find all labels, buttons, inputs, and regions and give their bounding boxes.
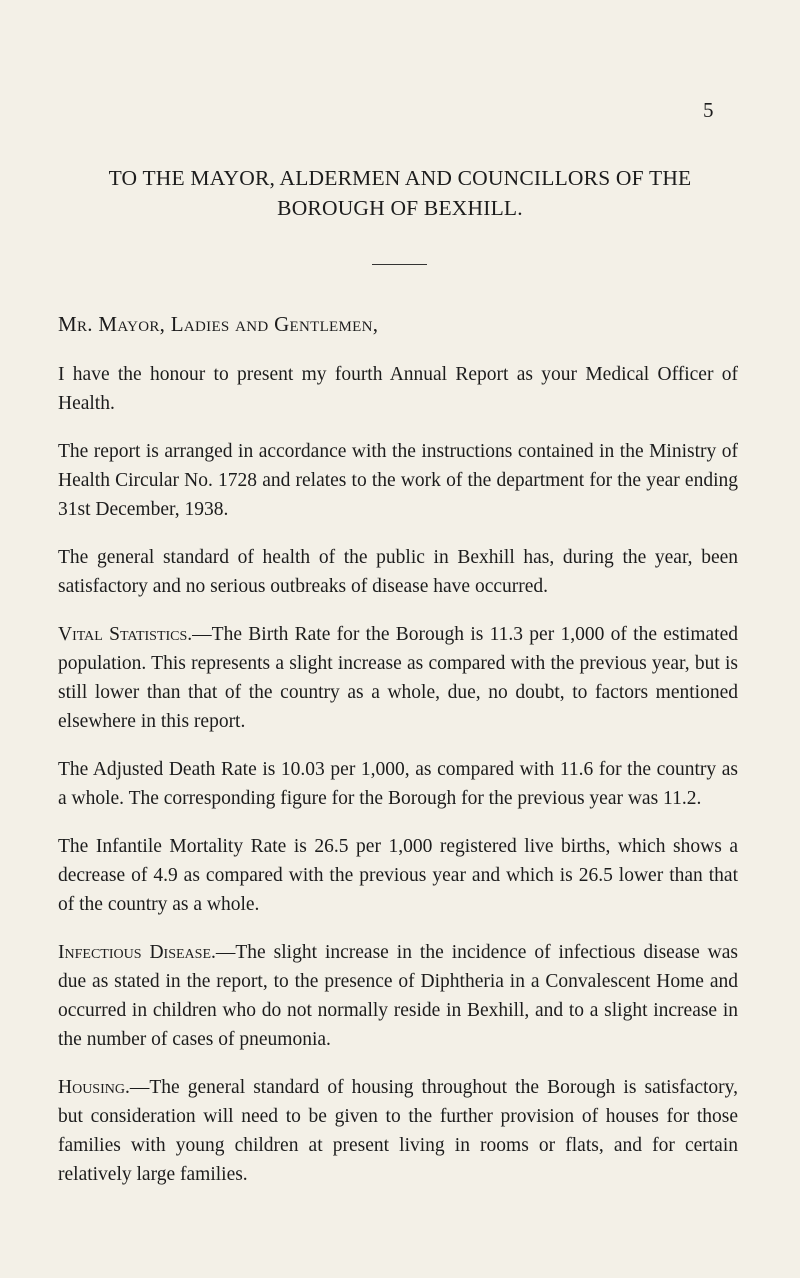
paragraph-infectious-disease-text: —The slight increase in the incidence of infectious disease was due as stated in the report, to the presence of Diphtheria in a Convalescent Home and occurred in children who do not normally reside in Bexhill, and to a slight increase in the number of cases of pneumonia.: [58, 942, 739, 1050]
page-number: 5: [703, 98, 714, 122]
paragraph-death-rate-text: The Adjusted Death Rate is 10.03 per 1,000, as compared with 11.6 for the country as a whole. The corresponding figure for the Borough for the previous year was 11.2.: [58, 759, 738, 809]
report-body: [58, 360, 738, 1208]
paragraph-death-rate: [58, 755, 738, 813]
infectious-disease-heading: Infectious Disease.: [58, 942, 216, 963]
paragraph-vital-statistics-text: —The Birth Rate for the Borough is 11.3 per 1,000 of the estimated population. This represents a slight increase as compared with the previous year, but is still lower than that of the country as a whole, due, no doubt, to factors mentioned elsewhere in this report.: [58, 624, 738, 732]
paragraph-arrangement: [58, 437, 738, 524]
heading-line-1: TO THE MAYOR, ALDERMEN AND COUNCILLORS OF THE: [108, 166, 692, 190]
vital-statistics-heading: Vital Statistics.: [58, 624, 193, 645]
paragraph-general-health-text: The general standard of health of the public in Bexhill has, during the year, been satisfactory and no serious outbreaks of disease have occurred.: [58, 547, 738, 597]
report-address-heading: [0, 163, 800, 223]
section-divider: [372, 264, 427, 265]
heading-line-2: BOROUGH OF BEXHILL.: [277, 196, 523, 220]
paragraph-general-health: [58, 543, 738, 601]
paragraph-infantile-mortality: [58, 832, 738, 919]
paragraph-arrangement-text: The report is arranged in accordance with the instructions contained in the Ministry of Health Circular No. 1728 and relates to the work of the department for the year ending 31st December, 1938.: [58, 441, 738, 520]
paragraph-intro-text: I have the honour to present my fourth Annual Report as your Medical Officer of Health.: [58, 364, 738, 414]
paragraph-infectious-disease: [58, 938, 738, 1054]
salutation: Mr. Mayor, Ladies and Gentlemen,: [58, 312, 379, 336]
paragraph-housing: [58, 1073, 738, 1189]
paragraph-intro: [58, 360, 738, 418]
paragraph-vital-statistics: [58, 620, 738, 736]
housing-heading: Housing.: [58, 1077, 130, 1098]
paragraph-housing-text: —The general standard of housing throughout the Borough is satisfactory, but consideration will need to be given to the further provision of houses for those families with young children at present living in rooms or flats, and for certain relatively large families.: [58, 1077, 738, 1185]
paragraph-infantile-mortality-text: The Infantile Mortality Rate is 26.5 per 1,000 registered live births, which shows a decrease of 4.9 as compared with the previous year and which is 26.5 lower than that of the country as a whole.: [58, 836, 738, 915]
